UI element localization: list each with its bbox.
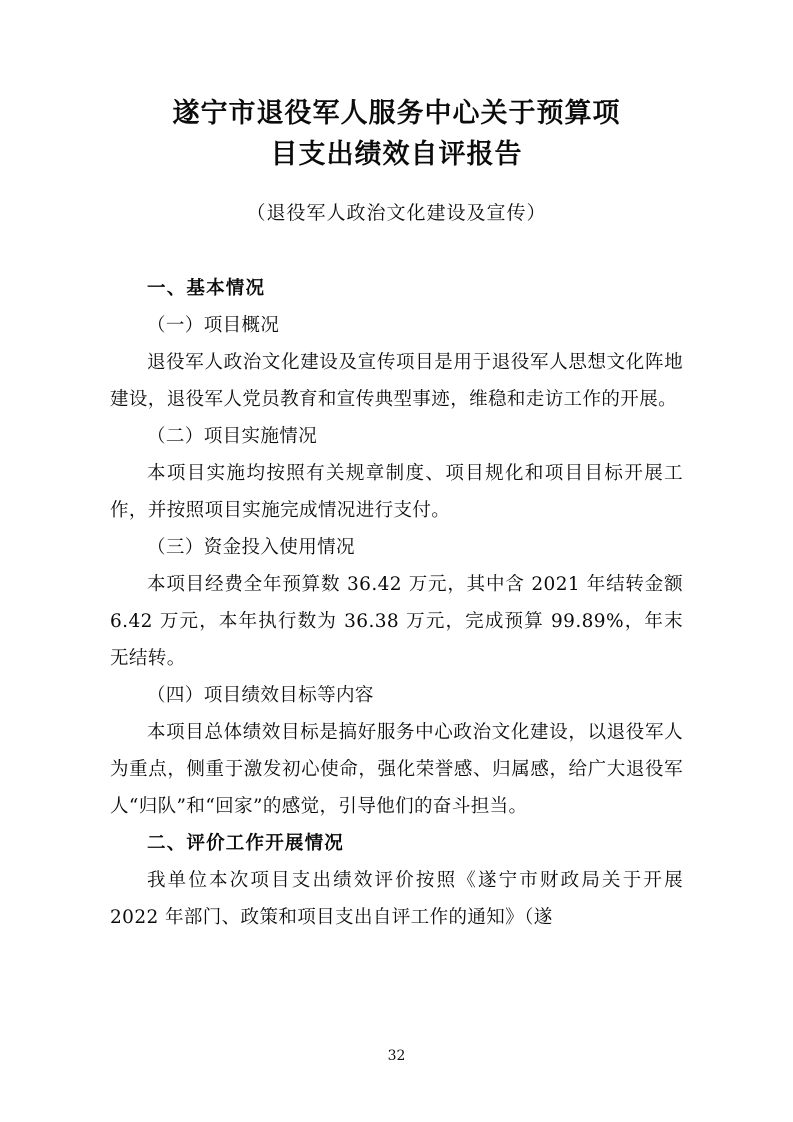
paragraph-1-3: 本项目经费全年预算数 36.42 万元，其中含 2021 年结转金额 6.42 万元，本年执行数为 36.38 万元，完成预算 99.89%，年末无结转。 (110, 573, 683, 669)
document-body (110, 270, 683, 936)
page-title (116, 94, 677, 175)
section-heading-2: 二、评价工作开展情况 (147, 832, 345, 854)
subsection-heading-1-4: （四）项目绩效目标等内容 (147, 684, 374, 706)
paragraph-1-2: 本项目实施均按照有关规章制度、项目规化和项目目标开展工作，并按照项目实施完成情况进行支付。 (110, 462, 683, 521)
subsection-heading-1-3: （三）资金投入使用情况 (147, 536, 355, 558)
paragraph-1-1: 退役军人政治文化建设及宣传项目是用于退役军人思想文化阵地建设，退役军人党员教育和宣传典型事迹，维稳和走访工作的开展。 (110, 351, 683, 410)
page-subtitle: （退役军人政治文化建设及宣传） (246, 202, 547, 224)
page-title-line-2: 目支出绩效自评报告 (270, 138, 523, 170)
section-heading-1: 一、基本情况 (147, 277, 266, 299)
subsection-heading-1-1: （一）项目概况 (147, 314, 280, 336)
subsection-heading-1-2: （二）项目实施情况 (147, 425, 318, 447)
page-number: 32 (387, 1048, 406, 1064)
paragraph-1-4: 本项目总体绩效目标是搞好服务中心政治文化建设，以退役军人为重点，侧重于激发初心使命，强化荣誉感、归属感，给广大退役军人“归队”和“回家”的感觉，引导他们的奋斗担当。 (110, 721, 683, 817)
page-title-line-1: 遂宁市退役军人服务中心关于预算项 (172, 98, 621, 129)
paragraph-2-1: 我单位本次项目支出绩效评价按照《遂宁市财政局关于开展 2022 年部门、政策和项目支出自评工作的通知》（遂 (110, 869, 683, 928)
